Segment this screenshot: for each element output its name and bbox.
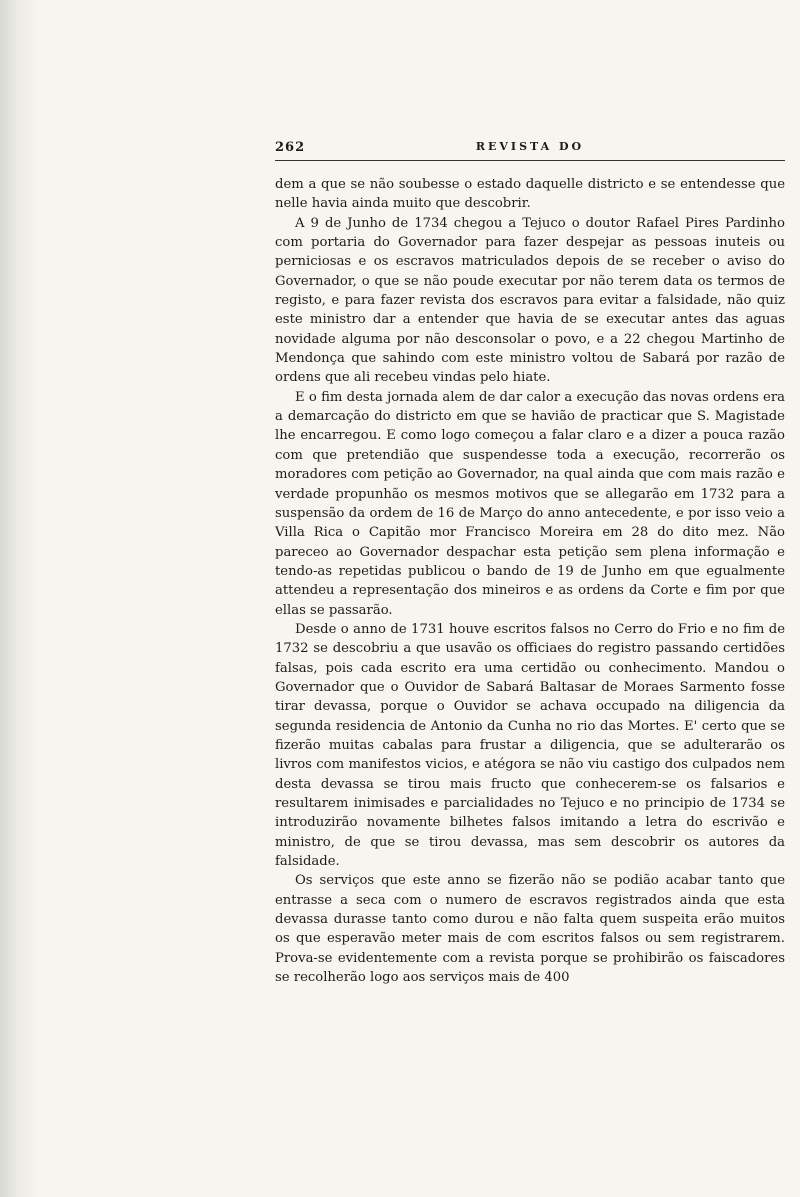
running-title: REVISTA DO [475,140,585,153]
paragraph: Os serviços que este anno se fizerão não se podião acabar tanto que entrasse a seca com o numero de escravos registrados ainda que esta devassa durasse tanto como durou e não falta quem suspeita erão muitos os que esperavão meter mais de com escritos falsos ou sem registrarem. Prova-se evidentemente com a revista porque se prohibirão os faiscadores se recolherão logo aos serviços mais de 400 [275,873,785,986]
paragraph: A 9 de Junho de 1734 chegou a Tejuco o doutor Rafael Pires Pardinho com portaria do Governador para fazer despejar as pessoas inuteis ou perniciosas e os escravos matriculados depois de se receber o aviso do Governador, o que se não poude executar por não terem data os termos de registo, e para fazer revista dos escravos para evitar a falsidade, não quiz este ministro dar a entender que havia de se executar antes das aguas novidade alguma por não desconsolar o povo, e a 22 chegou Martinho de Mendonça que sahindo com este ministro voltou de Sabará por razão de ordens que ali recebeu vindas pelo hiate. [275,215,785,386]
book-page [275,140,785,987]
paragraph: E o fim desta jornada alem de dar calor a execução das novas ordens era a demarcação do districto em que se havião de practicar que S. Magistade lhe encarregou. E como logo começou a falar claro e a dizer a pouca razão com que pretendião que suspendesse toda a execução, recorrerão os moradores com petição ao Governador, na qual ainda que com mais razão e verdade propunhão os mesmos motivos que se allegarão em 1732 para a suspensão da ordem de 16 de Março do anno antecedente, e por isso veio a Villa Rica o Capitão mor Francisco Moreira em 28 do dito mez. Não pareceo ao Governador despachar esta petição sem plena informação e tendo-as repetidas publicou o bando de 19 de Junho em que egualmente attendeu a representação dos mineiros e as ordens da Corte e fim por que ellas se passarão. [275,389,785,618]
body-text [275,175,785,987]
paragraph: Desde o anno de 1731 houve escritos falsos no Cerro do Frio e no fim de 1732 se descobriu a que usavão os officiaes do registro passando certidões falsas, pois cada escrito era uma certidão ou conhecimento. Mandou o Governador que o Ouvidor de Sabará Baltasar de Moraes Sarmento fosse tirar devassa, porque o Ouvidor se achava occupado na diligencia da segunda residencia de Antonio da Cunha no rio das Mortes. E' certo que se fizerão muitas cabalas para frustar a diligencia, que se adulterarão os livros com manifestos vicios, e atégora se não viu castigo dos culpados nem desta devassa se tirou mais fructo que conhecerem-se os falsarios e resultarem inimisades e parcialidades no Tejuco e no principio de 1734 se introduzirão novamente bilhetes falsos imitando a letra do escrivão e ministro, de que se tirou devassa, mas sem descobrir os autores da falsidade. [275,621,785,870]
page-header [275,140,785,161]
paragraph: dem a que se não soubesse o estado daquelle districto e se entendesse que nelle havia ainda muito que descobrir. [275,177,785,212]
page-number: 262 [275,140,306,155]
page-gutter-shadow [0,0,40,1197]
